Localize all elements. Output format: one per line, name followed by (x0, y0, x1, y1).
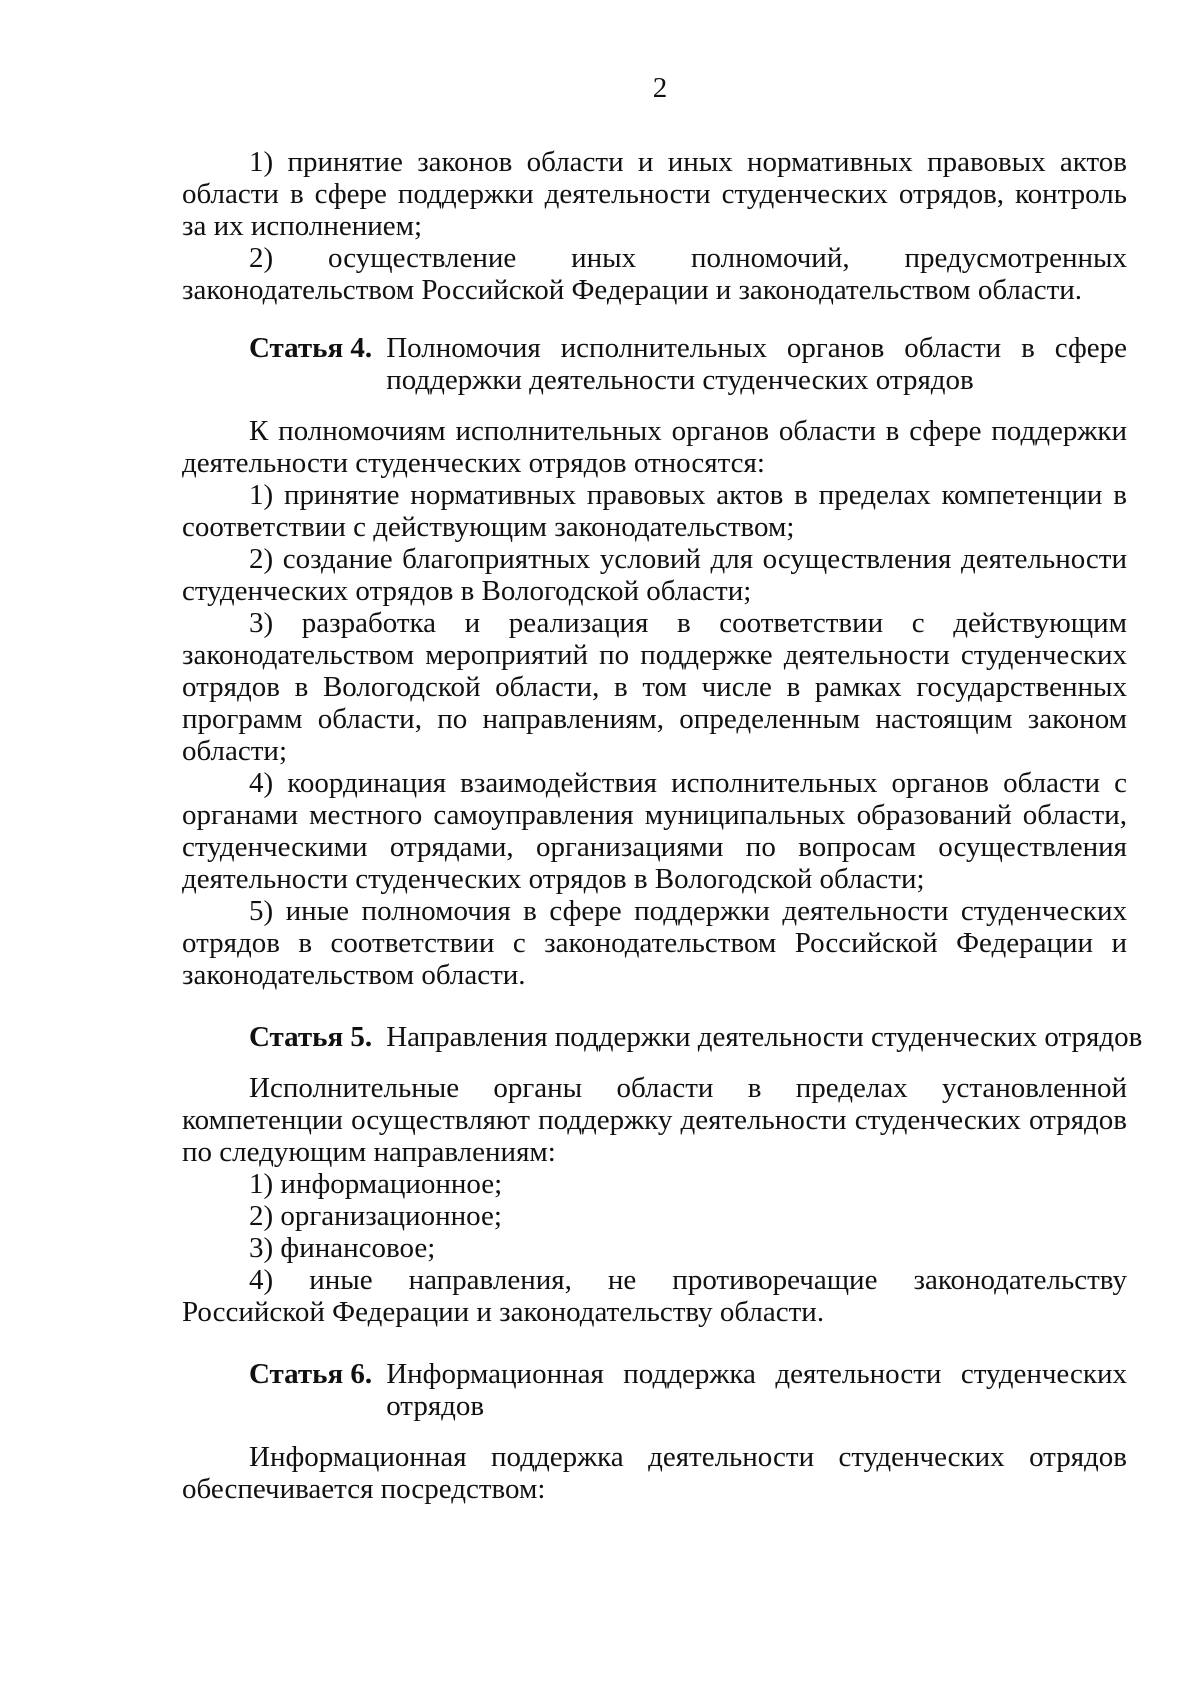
article-5-item-2: 2) организационное; (249, 1200, 502, 1232)
article-4-heading (182, 332, 1127, 396)
article-4-label: Статья 4. (249, 332, 373, 364)
article-4-item-2: 2) создание благоприятных условий для осуществления деятельности студенческих отрядов в Вологодской области; (182, 543, 1127, 607)
article-4-item-5: 5) иные полномочия в сфере поддержки деятельности студенческих отрядов в соответствии с законодательством Российской Федерации и законодательством области. (182, 895, 1127, 991)
intro-item-2: 2) осуществление иных полномочий, предусмотренных законодательством Российской Федерации и законодательством области. (182, 242, 1127, 306)
page-number: 2 (652, 72, 668, 104)
document-body (182, 146, 1143, 1505)
article-5-heading (182, 1021, 1143, 1053)
article-6-lead: Информационная поддержка деятельности студенческих отрядов обеспечивается посредством: (182, 1441, 1127, 1505)
article-5-title: Направления поддержки деятельности студенческих отрядов (386, 1021, 1143, 1053)
article-5-item-3: 3) финансовое; (249, 1232, 436, 1264)
article-5-lead: Исполнительные органы области в пределах установленной компетенции осуществляют поддержку деятельности студенческих отрядов по следующим направлениям: (182, 1072, 1127, 1168)
intro-item-1: 1) принятие законов области и иных нормативных правовых актов области в сфере поддержки деятельности студенческих отрядов, контроль за их исполнением; (182, 146, 1127, 242)
article-4-lead: К полномочиям исполнительных органов области в сфере поддержки деятельности студенческих отрядов относятся: (182, 415, 1127, 479)
article-4-item-4: 4) координация взаимодействия исполнительных органов области с органами местного самоуправления муниципальных образований области, студенческими отрядами, организациями по вопросам осуществления деятельности студенческих отрядов в Вологодской области; (182, 767, 1127, 895)
article-4-item-3: 3) разработка и реализация в соответствии с действующим законодательством мероприятий по поддержке деятельности студенческих отрядов в Вологодской области, в том числе в рамках государственных программ области, по направлениям, определенным настоящим законом области; (182, 607, 1127, 767)
article-6-title: Информационная поддержка деятельности студенческих отрядов (386, 1358, 1127, 1422)
article-5-label: Статья 5. (249, 1021, 373, 1053)
article-4-item-1: 1) принятие нормативных правовых актов в пределах компетенции в соответствии с действующим законодательством; (182, 479, 1127, 543)
article-6-label: Статья 6. (249, 1358, 373, 1390)
article-4-title: Полномочия исполнительных органов области в сфере поддержки деятельности студенческих отрядов (386, 332, 1127, 396)
article-5-item-4: 4) иные направления, не противоречащие законодательству Российской Федерации и законодательству области. (182, 1264, 1127, 1328)
article-5-item-1: 1) информационное; (249, 1168, 503, 1200)
article-6-heading (182, 1358, 1127, 1422)
